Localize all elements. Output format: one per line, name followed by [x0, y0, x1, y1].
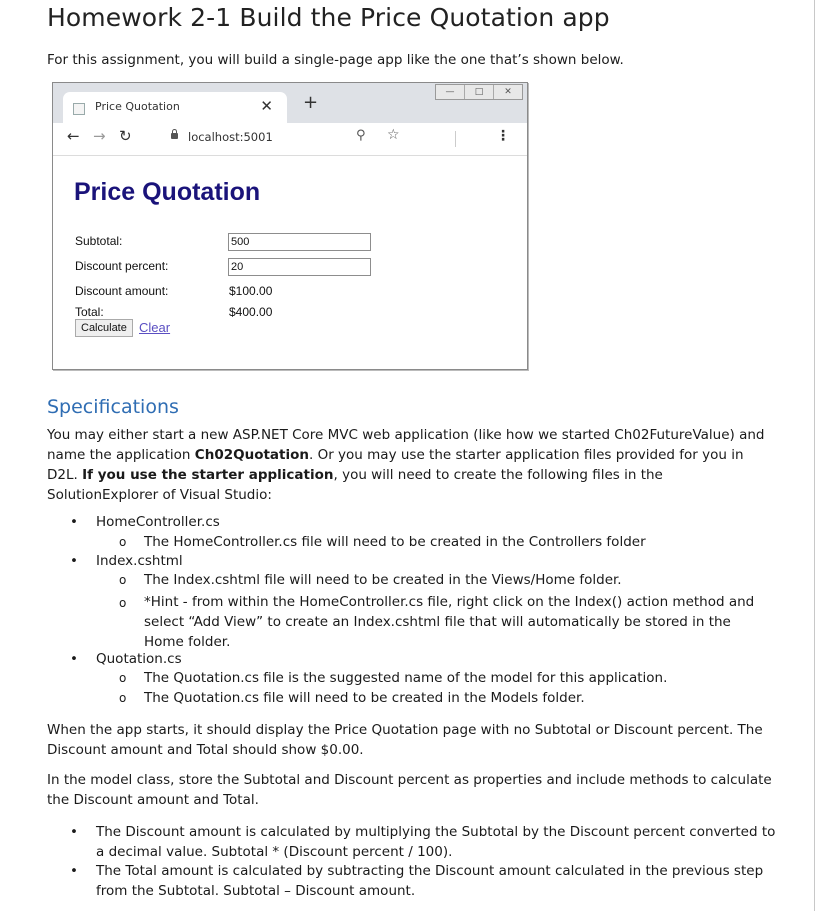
discount-percent-label: Discount percent: — [75, 259, 169, 273]
maximize-icon[interactable]: □ — [465, 85, 494, 99]
total-value: $400.00 — [229, 305, 273, 319]
browser-screenshot — [52, 82, 528, 370]
spec-paragraph — [47, 425, 772, 505]
list-subitem: o The HomeController.cs file will need to be created in the Controllers folder — [144, 534, 646, 550]
list-subitem: o *Hint - from within the HomeController.cs file, right click on the Index() action method and select “Add View” to create an Index.cshtml file that will automatically be stored in the Home folder. — [144, 592, 774, 652]
app-title: Price Quotation — [74, 178, 261, 206]
page-icon — [73, 103, 85, 115]
browser-tab[interactable] — [63, 92, 287, 123]
new-tab-icon[interactable]: + — [303, 92, 319, 113]
forward-arrow-icon[interactable]: → — [93, 127, 106, 145]
list-item: • Index.cshtml — [96, 553, 183, 569]
tab-close-icon[interactable]: ✕ — [260, 97, 273, 115]
bookmark-star-icon[interactable]: ☆ — [387, 127, 400, 143]
spec-text: , you will need to create the following files in the SolutionExplorer of Visual Studio: — [47, 467, 663, 503]
minimize-icon[interactable]: — — [436, 85, 465, 99]
list-item: • Quotation.cs — [96, 651, 182, 667]
list-item: • HomeController.cs — [96, 514, 220, 530]
list-item: • The Total amount is calculated by subtracting the Discount amount calculated in the previous step from the Subtotal. Subtotal – Discount amount. — [96, 861, 776, 901]
browser-titlebar — [53, 83, 527, 123]
close-icon[interactable]: ✕ — [504, 87, 512, 97]
back-arrow-icon[interactable]: ← — [67, 127, 80, 145]
window-controls — [435, 84, 523, 100]
specifications-heading: Specifications — [47, 396, 179, 418]
spec-bold-note: If you use the starter application — [82, 467, 334, 483]
spec-text: . Or you may use the starter application files provided for you in D2L. — [47, 447, 744, 483]
discount-percent-input[interactable] — [228, 258, 371, 276]
reload-icon[interactable]: ↻ — [119, 127, 132, 145]
subtotal-input[interactable] — [228, 233, 371, 251]
intro-text: For this assignment, you will build a single-page app like the one that’s shown below. — [47, 52, 624, 68]
list-item: • The Discount amount is calculated by multiplying the Subtotal by the Discount percent converted to a decimal value. Subtotal * (Discount percent / 100). — [96, 822, 776, 862]
zoom-icon[interactable]: ⚲ — [356, 128, 366, 143]
calculate-button[interactable]: Calculate — [75, 319, 133, 337]
menu-kebab-icon[interactable]: ⋮ — [496, 128, 510, 144]
startup-paragraph: When the app starts, it should display the Price Quotation page with no Subtotal or Discount percent. The Discount amount and Total should show $0.00. — [47, 722, 763, 758]
clear-link[interactable]: Clear — [139, 320, 171, 335]
list-subitem: o The Quotation.cs file will need to be created in the Models folder. — [144, 690, 585, 706]
discount-amount-value: $100.00 — [229, 284, 273, 298]
model-paragraph: In the model class, store the Subtotal and Discount percent as properties and include methods to calculate the Discount amount and Total. — [47, 772, 772, 808]
page-edge — [814, 0, 815, 911]
price-quotation-app — [53, 156, 527, 369]
spec-bold-name: Ch02Quotation — [194, 447, 309, 463]
toolbar-divider — [455, 131, 456, 147]
address-bar[interactable]: localhost:5001 — [188, 130, 273, 144]
browser-toolbar — [53, 123, 527, 156]
spec-text: You may either start a new ASP.NET Core MVC web application (like how we started Ch02FutureValue) and name the application — [47, 427, 765, 463]
lock-icon — [171, 133, 178, 139]
tab-title: Price Quotation — [95, 100, 180, 113]
list-subitem: o The Quotation.cs file is the suggested name of the model for this application. — [144, 670, 667, 686]
subtotal-label: Subtotal: — [75, 234, 123, 248]
total-label: Total: — [75, 305, 104, 319]
document-title: Homework 2-1 Build the Price Quotation app — [47, 3, 610, 32]
discount-amount-label: Discount amount: — [75, 284, 169, 298]
list-subitem: o The Index.cshtml file will need to be created in the Views/Home folder. — [144, 572, 622, 588]
